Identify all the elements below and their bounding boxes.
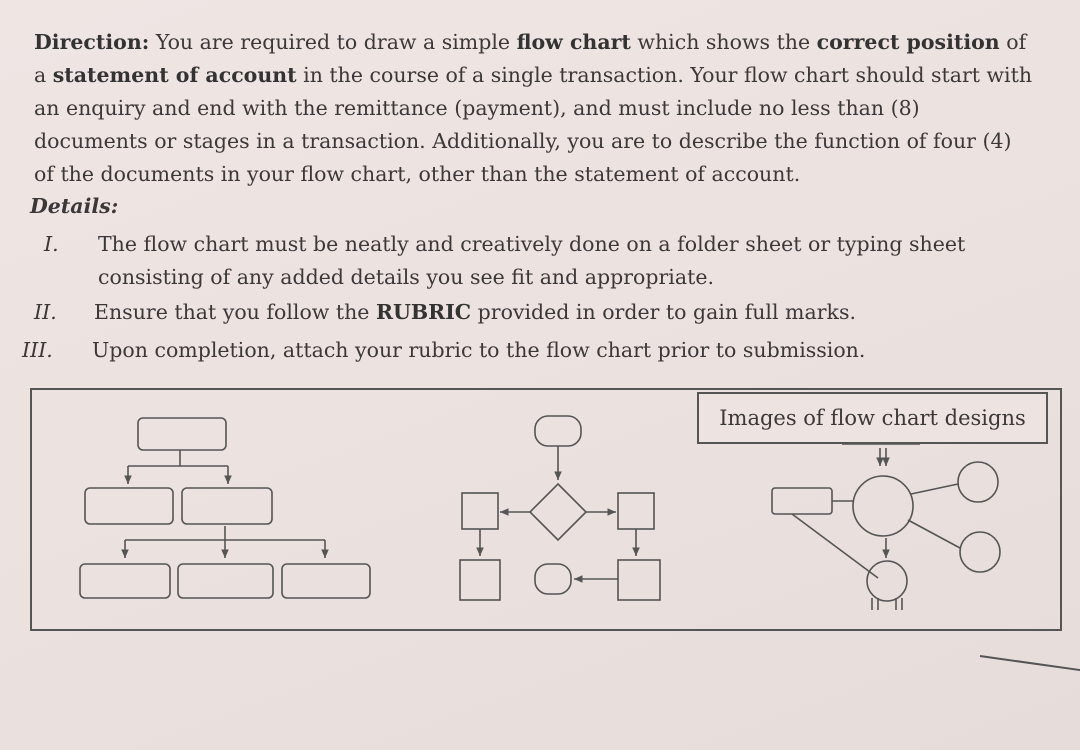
- direction-text-1: You are required to draw a simple: [149, 30, 517, 54]
- details-heading: Details:: [30, 194, 119, 218]
- item-text: [94, 296, 994, 329]
- item-text: The flow chart must be neatly and creatively done on a folder sheet or typing sheet consisting of any added details you see fit and appropriate.: [98, 232, 966, 289]
- keyword-rubric: RUBRIC: [375, 300, 472, 324]
- keyword-correct-position: correct position: [816, 30, 1000, 54]
- direction-text-4: in the course of a single transaction. Your flow chart should start with an enquiry and end with the remittance (payment), and must include no less than (8) documents or stages in a transaction. Additionally, you are to describe the function of four (4) of the documents in your flow chart, other than the statement of account.: [34, 63, 1033, 186]
- direction-paragraph: [34, 26, 1034, 191]
- page-edge-line: [980, 655, 1080, 672]
- network-flow-chart-icon: [772, 444, 1000, 610]
- keyword-statement-of-account: statement of account: [52, 63, 297, 87]
- item-numeral: I.: [44, 232, 59, 256]
- decision-flow-chart-icon: [460, 416, 660, 600]
- item-text-post: provided in order to gain full marks.: [471, 300, 856, 324]
- figure-caption: Images of flow chart designs: [697, 392, 1048, 444]
- direction-text-3: of a: [34, 30, 1027, 87]
- item-numeral: II.: [34, 300, 57, 324]
- item-text-pre: Ensure that you follow the: [94, 300, 376, 324]
- item-text: Upon completion, attach your rubric to the flow chart prior to submission.: [92, 338, 866, 362]
- direction-text-2: which shows the: [630, 30, 817, 54]
- hierarchy-flow-chart-icon: [80, 418, 370, 598]
- keyword-flow-chart: flow chart: [516, 30, 631, 54]
- item-numeral: III.: [22, 338, 53, 362]
- direction-label: Direction:: [34, 30, 150, 54]
